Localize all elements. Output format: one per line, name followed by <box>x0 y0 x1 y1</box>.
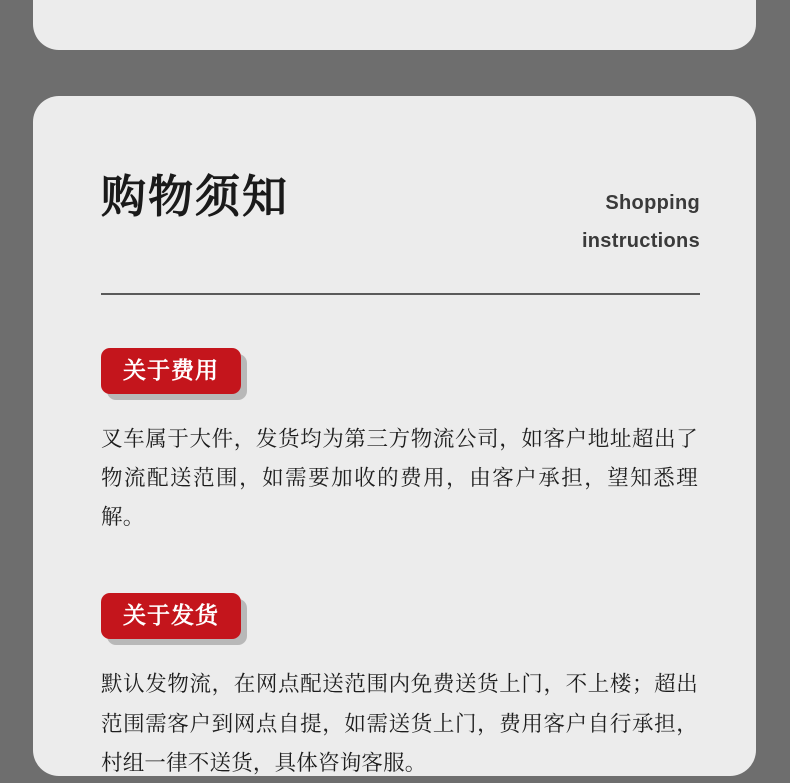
page-title: 购物须知 <box>101 171 290 222</box>
section-fees-badge: 关于费用 <box>101 348 241 394</box>
section-shipping-text: 默认发物流，在网点配送范围内免费送货上门，不上楼；超出范围需客户到网点自提，如需送货上门，费用客户自行承担，村组一律不送货，具体咨询客服。 <box>101 672 698 775</box>
section-fees <box>101 348 698 537</box>
page-subtitle-line-2: instructions <box>581 230 700 252</box>
card-header <box>69 96 720 296</box>
shopping-instructions-card <box>33 96 756 776</box>
page-subtitle-line-1: Shopping <box>605 192 700 214</box>
section-fees-text: 叉车属于大件，发货均为第三方物流公司，如客户地址超出了物流配送范围，如需要加收的费用，由客户承担，望知悉理解。 <box>101 427 698 530</box>
section-shipping <box>101 593 698 782</box>
section-shipping-badge: 关于发货 <box>101 593 241 639</box>
header-divider <box>101 293 700 295</box>
page-subtitle <box>582 184 700 260</box>
top-card-panel <box>33 0 756 50</box>
